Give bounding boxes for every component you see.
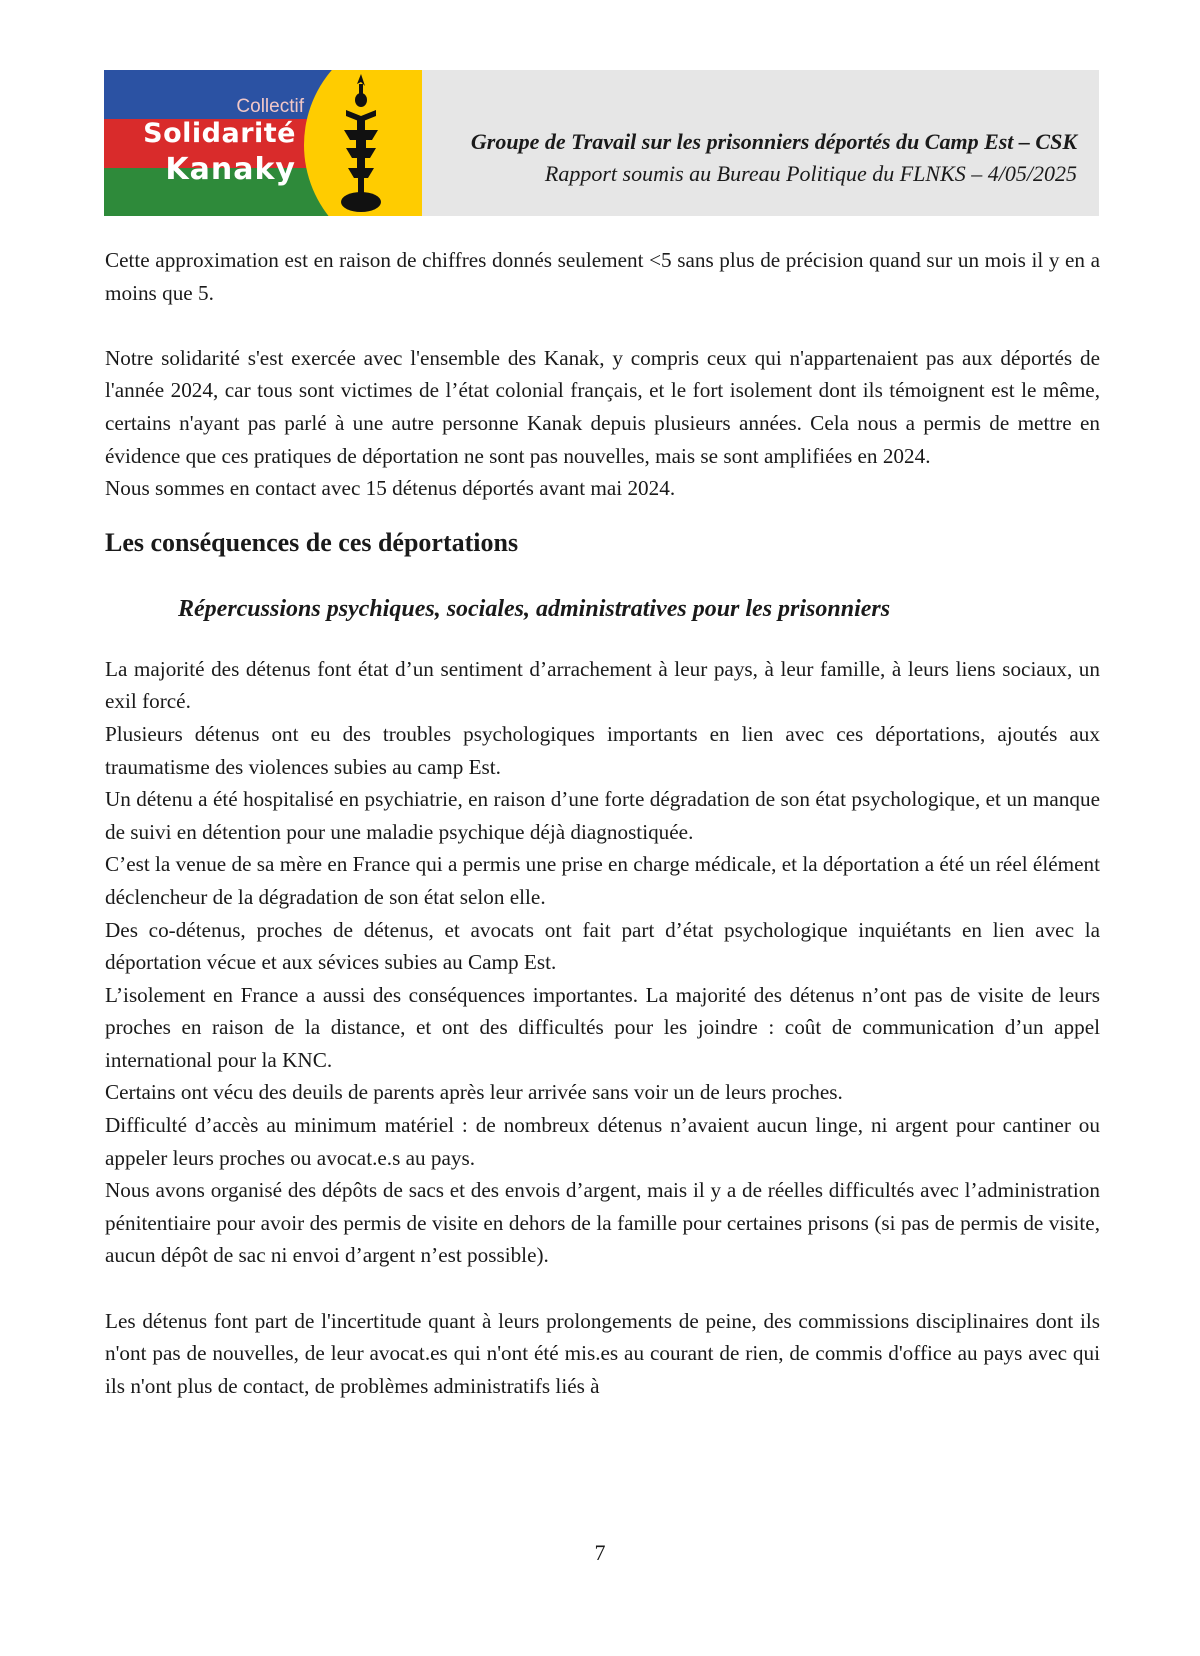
document-body — [105, 244, 1100, 1402]
paragraph: Certains ont vécu des deuils de parents après leur arrivée sans voir un de leurs proches. — [105, 1080, 843, 1105]
page-header — [104, 70, 1099, 216]
fleche-faitiere-icon — [336, 70, 386, 216]
paragraph: Notre solidarité s'est exercée avec l'ensemble des Kanak, y compris ceux qui n'appartenaient pas aux déportés de l'année 2024, car tous sont victimes de l’état colonial français, et le fort isolement dont ils témoignent est le même, certains n'ayant pas parlé à une autre personne Kanak depuis plusieurs années. Cela nous a permis de mettre en évidence que ces pratiques de déportation ne sont pas nouvelles, mais se sont amplifiées en 2024. — [105, 345, 1100, 468]
logo-collectif-text: Collectif — [236, 96, 304, 117]
paragraph: Plusieurs détenus ont eu des troubles psychologiques importants en lien avec ces déportations, ajoutés aux traumatisme des violences subies au camp Est. — [105, 721, 1100, 779]
header-text-block — [471, 126, 1077, 190]
header-title: Groupe de Travail sur les prisonniers déportés du Camp Est – CSK — [470, 129, 1077, 154]
paragraph: L’isolement en France a aussi des conséquences importantes. La majorité des détenus n’ont pas de visite de leurs proches en raison de la distance, et ont des difficultés pour les joindre : coût de communication d’un appel international pour la KNC. — [105, 982, 1100, 1072]
paragraph: Des co-détenus, proches de détenus, et avocats ont fait part d’état psychologique inquiétants en lien avec la déportation vécue et aux sévices subies au Camp Est. — [105, 917, 1100, 975]
collectif-solidarite-kanaky-logo — [104, 70, 422, 216]
paragraph: Difficulté d’accès au minimum matériel : de nombreux détenus n’avaient aucun linge, ni argent pour cantiner ou appeler leurs proches ou avocat.e.s au pays. — [105, 1113, 1100, 1170]
paragraph: C’est la venue de sa mère en France qui a permis une prise en charge médicale, et la déportation a été un réel élément déclencheur de la dégradation de son état selon elle. — [105, 852, 1100, 909]
paragraph: Les détenus font part de l'incertitude quant à leurs prolongements de peine, des commissions disciplinaires dont ils n'ont pas de nouvelles, de leur avocat.es qui n'ont été mis.es au courant de rien, de commis d'office au pays avec qui ils n'ont plus de contact, de problèmes administratifs liés à — [105, 1308, 1100, 1398]
paragraph: Un détenu a été hospitalisé en psychiatrie, en raison d’une forte dégradation de son état psychologique, et un manque de suivi en détention pour une maladie psychique déjà diagnostiquée. — [105, 787, 1100, 844]
page-number: 7 — [594, 1540, 606, 1565]
paragraph: La majorité des détenus font état d’un sentiment d’arrachement à leur pays, à leur famille, à leurs liens sociaux, un exil forcé. — [105, 656, 1100, 714]
header-subtitle: Rapport soumis au Bureau Politique du FLNKS – 4/05/2025 — [544, 161, 1077, 186]
section-heading: Les conséquences de ces déportations — [105, 527, 519, 557]
paragraph: Cette approximation est en raison de chiffres donnés seulement <5 sans plus de précision quand sur un mois il y en a moins que 5. — [105, 248, 1100, 305]
paragraph: Nous avons organisé des dépôts de sacs et des envois d’argent, mais il y a de réelles difficultés avec l’administration pénitentiaire pour avoir des permis de visite en dehors de la famille pour certaines prisons (si pas de permis de visite, aucun dépôt de sac ni envoi d’argent n’est possible). — [105, 1178, 1100, 1268]
logo-solidarite-text: Solidarité — [143, 118, 296, 149]
subsection-heading: Répercussions psychiques, sociales, administratives pour les prisonniers — [178, 595, 891, 622]
paragraph: Nous sommes en contact avec 15 détenus déportés avant mai 2024. — [105, 476, 676, 501]
logo-kanaky-text: Kanaky — [165, 152, 296, 187]
